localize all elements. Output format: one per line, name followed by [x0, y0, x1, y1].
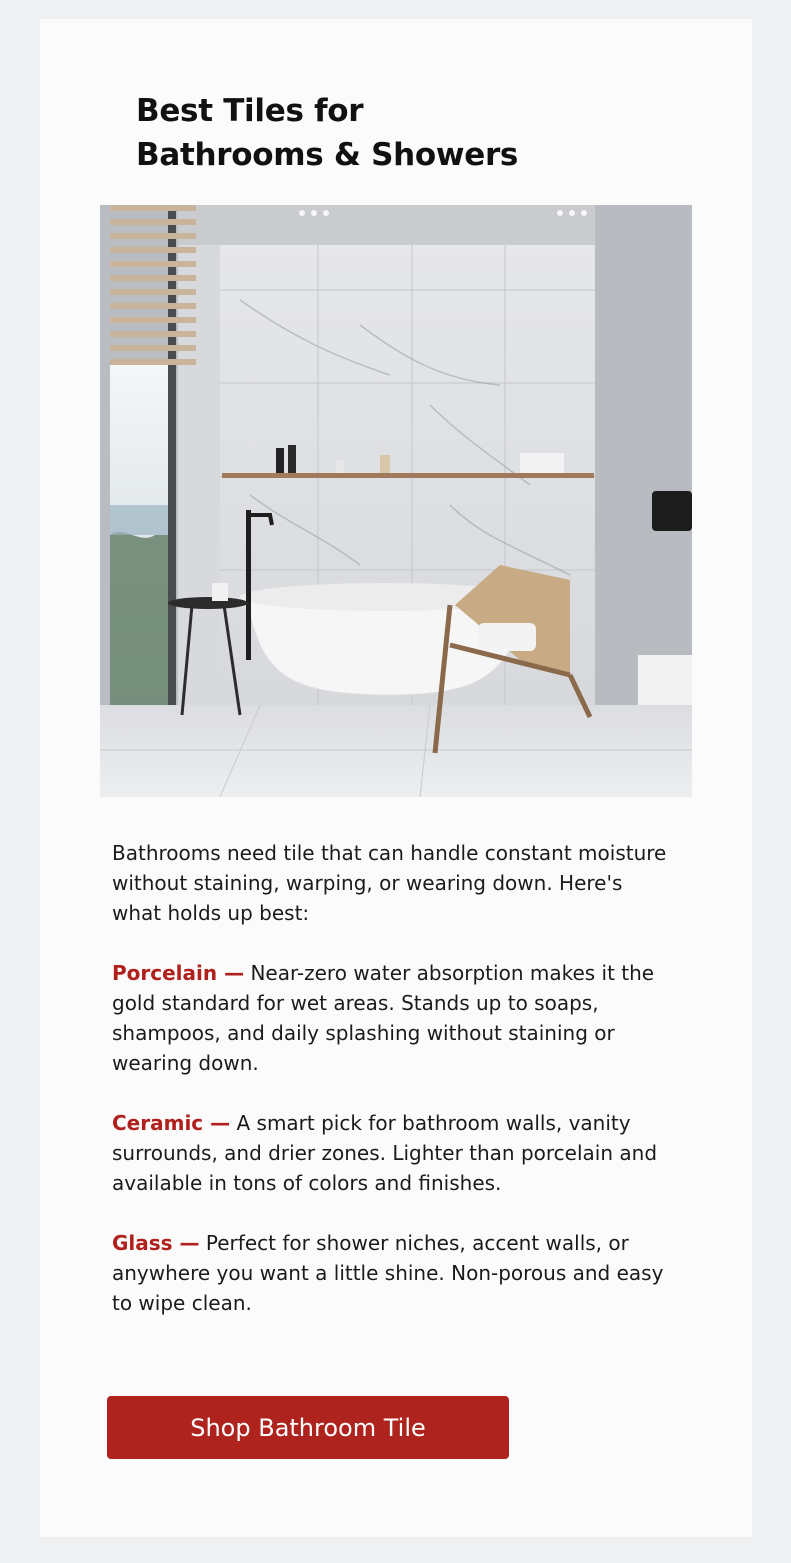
article-body: [112, 838, 672, 1348]
list-item: [112, 1228, 672, 1318]
list-item: [112, 1108, 672, 1198]
bathroom-hero-image: [100, 205, 692, 797]
title-line-1: Best Tiles for: [136, 93, 364, 129]
page-title: [136, 89, 656, 177]
tile-type-porcelain: Porcelain —: [112, 961, 245, 985]
title-line-2: Bathrooms & Showers: [136, 137, 519, 173]
email-card: [40, 19, 752, 1537]
list-item: [112, 958, 672, 1078]
tile-description: Near-zero water absorption makes it the gold standard for wet areas. Stands up to soaps, shampoos, and daily splashing without staining or wearing down.: [112, 961, 655, 1075]
bathroom-illustration: [100, 205, 692, 797]
shop-bathroom-tile-button[interactable]: Shop Bathroom Tile: [107, 1396, 509, 1459]
tile-description: A smart pick for bathroom walls, vanity surrounds, and drier zones. Lighter than porcelain and available in tons of colors and finishes.: [112, 1111, 658, 1195]
intro-paragraph: Bathrooms need tile that can handle constant moisture without staining, warping, or wearing down. Here's what holds up best:: [112, 841, 667, 925]
tile-type-ceramic: Ceramic —: [112, 1111, 231, 1135]
tile-type-glass: Glass —: [112, 1231, 200, 1255]
tile-description: Perfect for shower niches, accent walls, or anywhere you want a little shine. Non-porous and easy to wipe clean.: [112, 1231, 664, 1315]
